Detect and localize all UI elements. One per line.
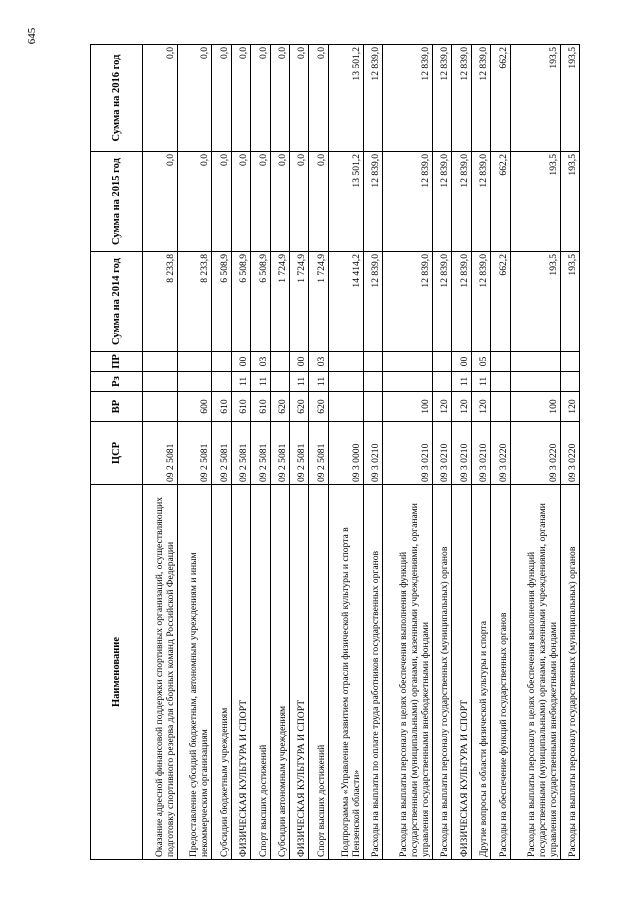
cell-vr: 120 xyxy=(560,392,579,422)
cell-rz xyxy=(177,372,212,392)
cell-pr: 03 xyxy=(251,352,270,372)
cell-pr: 05 xyxy=(471,352,490,372)
table-body xyxy=(143,45,580,860)
cell-y2016: 0,0 xyxy=(212,45,231,152)
cell-rz: 11 xyxy=(471,372,490,392)
cell-rz xyxy=(491,372,510,392)
cell-pr xyxy=(177,352,212,372)
cell-rz: 11 xyxy=(452,372,471,392)
cell-y2016: 12 839,0 xyxy=(471,45,490,152)
cell-vr: 120 xyxy=(471,392,490,422)
cell-name: Субсидии автономным учреждениям xyxy=(270,485,289,860)
table-row xyxy=(290,45,309,860)
cell-y2015: 0,0 xyxy=(177,152,212,252)
cell-vr: 610 xyxy=(251,392,270,422)
table-row xyxy=(363,45,382,860)
cell-y2016: 0,0 xyxy=(309,45,328,152)
cell-pr xyxy=(491,352,510,372)
table-row xyxy=(328,45,363,860)
cell-rz xyxy=(363,372,382,392)
header-2016: Сумма на 2016 год xyxy=(91,45,143,152)
cell-pr: 00 xyxy=(452,352,471,372)
cell-vr: 600 xyxy=(177,392,212,422)
table-row xyxy=(231,45,250,860)
cell-y2014: 14 414,2 xyxy=(328,252,363,352)
header-name: Наименование xyxy=(91,485,143,860)
cell-y2016: 662,2 xyxy=(491,45,510,152)
cell-name: Спорт высших достижений xyxy=(251,485,270,860)
cell-name: Другие вопросы в области физической культуры и спорта xyxy=(471,485,490,860)
header-2014: Сумма на 2014 год xyxy=(91,252,143,352)
cell-y2014: 12 839,0 xyxy=(452,252,471,352)
cell-csr: 09 3 0210 xyxy=(363,422,382,485)
cell-y2015: 12 839,0 xyxy=(471,152,490,252)
table-row xyxy=(432,45,451,860)
cell-vr: 120 xyxy=(432,392,451,422)
cell-csr: 09 3 0210 xyxy=(471,422,490,485)
cell-name: Предоставление субсидий бюджетным, автономным учреждениям и иным некоммерческим организациям xyxy=(177,485,212,860)
cell-rz xyxy=(382,372,432,392)
table-row xyxy=(270,45,289,860)
cell-csr: 09 3 0220 xyxy=(491,422,510,485)
cell-vr: 610 xyxy=(231,392,250,422)
cell-vr xyxy=(328,392,363,422)
table-row xyxy=(143,45,178,860)
cell-y2016: 0,0 xyxy=(270,45,289,152)
cell-vr xyxy=(143,392,178,422)
page-number: 645 xyxy=(26,27,38,45)
cell-y2014: 6 508,9 xyxy=(212,252,231,352)
cell-csr: 09 3 0000 xyxy=(328,422,363,485)
cell-csr: 09 3 0210 xyxy=(382,422,432,485)
table-row xyxy=(510,45,560,860)
cell-y2014: 662,2 xyxy=(491,252,510,352)
cell-vr: 620 xyxy=(309,392,328,422)
table-wrapper xyxy=(90,45,580,860)
cell-y2014: 1 724,9 xyxy=(270,252,289,352)
cell-rz xyxy=(560,372,579,392)
cell-pr xyxy=(143,352,178,372)
cell-y2015: 0,0 xyxy=(270,152,289,252)
cell-y2016: 0,0 xyxy=(231,45,250,152)
table-row xyxy=(177,45,212,860)
cell-pr xyxy=(432,352,451,372)
cell-vr: 620 xyxy=(290,392,309,422)
cell-y2014: 193,5 xyxy=(560,252,579,352)
cell-y2015: 0,0 xyxy=(309,152,328,252)
header-vr: ВР xyxy=(91,392,143,422)
cell-rz xyxy=(328,372,363,392)
cell-y2014: 12 839,0 xyxy=(363,252,382,352)
cell-y2015: 12 839,0 xyxy=(363,152,382,252)
cell-y2014: 12 839,0 xyxy=(471,252,490,352)
cell-csr: 09 2 5081 xyxy=(177,422,212,485)
cell-name: Субсидии бюджетным учреждениям xyxy=(212,485,231,860)
cell-vr: 610 xyxy=(212,392,231,422)
table-row xyxy=(212,45,231,860)
cell-pr xyxy=(382,352,432,372)
cell-vr: 620 xyxy=(270,392,289,422)
cell-y2016: 12 839,0 xyxy=(382,45,432,152)
cell-rz xyxy=(270,372,289,392)
cell-y2014: 8 233,8 xyxy=(177,252,212,352)
cell-csr: 09 2 5081 xyxy=(231,422,250,485)
table-row xyxy=(452,45,471,860)
cell-y2014: 8 233,8 xyxy=(143,252,178,352)
cell-rz xyxy=(432,372,451,392)
cell-y2016: 0,0 xyxy=(290,45,309,152)
cell-rz: 11 xyxy=(251,372,270,392)
cell-y2015: 0,0 xyxy=(231,152,250,252)
cell-pr xyxy=(510,352,560,372)
header-2015: Сумма на 2015 год xyxy=(91,152,143,252)
cell-name: Подпрограмма «Управление развитием отрасли физической культуры и спорта в Пензенской области» xyxy=(328,485,363,860)
cell-pr xyxy=(270,352,289,372)
cell-name: Спорт высших достижений xyxy=(309,485,328,860)
table-row xyxy=(471,45,490,860)
cell-y2016: 193,5 xyxy=(560,45,579,152)
cell-y2015: 12 839,0 xyxy=(432,152,451,252)
cell-y2016: 12 839,0 xyxy=(432,45,451,152)
cell-y2016: 12 839,0 xyxy=(452,45,471,152)
cell-y2014: 1 724,9 xyxy=(290,252,309,352)
cell-rz: 11 xyxy=(290,372,309,392)
cell-rz xyxy=(143,372,178,392)
header-row xyxy=(91,45,143,860)
cell-name: ФИЗИЧЕСКАЯ КУЛЬТУРА И СПОРТ xyxy=(231,485,250,860)
cell-name: ФИЗИЧЕСКАЯ КУЛЬТУРА И СПОРТ xyxy=(290,485,309,860)
cell-y2015: 0,0 xyxy=(143,152,178,252)
header-pr: ПР xyxy=(91,352,143,372)
cell-rz xyxy=(212,372,231,392)
rotated-page xyxy=(90,45,580,860)
header-csr: ЦСР xyxy=(91,422,143,485)
cell-name: Расходы на выплаты персоналу государственных (муниципальных) органов xyxy=(432,485,451,860)
cell-y2015: 0,0 xyxy=(251,152,270,252)
cell-rz: 11 xyxy=(231,372,250,392)
cell-y2014: 6 508,9 xyxy=(251,252,270,352)
table-row xyxy=(251,45,270,860)
cell-pr xyxy=(560,352,579,372)
cell-pr: 03 xyxy=(309,352,328,372)
cell-y2016: 12 839,0 xyxy=(363,45,382,152)
cell-pr xyxy=(363,352,382,372)
cell-y2015: 13 501,2 xyxy=(328,152,363,252)
cell-y2016: 0,0 xyxy=(251,45,270,152)
table-row xyxy=(491,45,510,860)
cell-name: ФИЗИЧЕСКАЯ КУЛЬТУРА И СПОРТ xyxy=(452,485,471,860)
cell-y2015: 12 839,0 xyxy=(382,152,432,252)
cell-csr: 09 2 5081 xyxy=(251,422,270,485)
cell-vr: 120 xyxy=(452,392,471,422)
cell-name: Расходы на выплаты персоналу в целях обеспечения выполнения функций государственными (муниципальными) органами, казенными учреждениями, органами управления государственными внебюджетными фондами xyxy=(510,485,560,860)
cell-csr: 09 3 0220 xyxy=(560,422,579,485)
cell-y2015: 662,2 xyxy=(491,152,510,252)
cell-y2016: 13 501,2 xyxy=(328,45,363,152)
table-row xyxy=(560,45,579,860)
cell-csr: 09 2 5081 xyxy=(290,422,309,485)
cell-y2015: 12 839,0 xyxy=(452,152,471,252)
header-rz: Рз xyxy=(91,372,143,392)
cell-y2015: 0,0 xyxy=(212,152,231,252)
cell-y2014: 193,5 xyxy=(510,252,560,352)
cell-pr xyxy=(212,352,231,372)
cell-rz: 11 xyxy=(309,372,328,392)
cell-csr: 09 3 0220 xyxy=(510,422,560,485)
cell-csr: 09 2 5081 xyxy=(212,422,231,485)
cell-vr: 100 xyxy=(510,392,560,422)
cell-vr xyxy=(363,392,382,422)
cell-rz xyxy=(510,372,560,392)
cell-vr: 100 xyxy=(382,392,432,422)
cell-y2014: 6 508,9 xyxy=(231,252,250,352)
table-row xyxy=(382,45,432,860)
cell-csr: 09 2 5081 xyxy=(143,422,178,485)
cell-y2016: 193,5 xyxy=(510,45,560,152)
table-row xyxy=(309,45,328,860)
cell-vr xyxy=(491,392,510,422)
cell-y2014: 12 839,0 xyxy=(432,252,451,352)
cell-name: Расходы на выплаты персоналу в целях обеспечения выполнения функций государственными (муниципальными) органами, казенными учреждениями, органами управления государственными внебюджетными фондами xyxy=(382,485,432,860)
cell-name: Оказание адресной финансовой поддержки спортивных организаций, осуществляющих подготовку спортивного резерва для сборных команд Российской Федерации xyxy=(143,485,178,860)
cell-csr: 09 3 0210 xyxy=(432,422,451,485)
cell-y2014: 12 839,0 xyxy=(382,252,432,352)
cell-y2015: 0,0 xyxy=(290,152,309,252)
cell-pr: 00 xyxy=(231,352,250,372)
cell-y2016: 0,0 xyxy=(143,45,178,152)
cell-name: Расходы на обеспечение функций государственных органов xyxy=(491,485,510,860)
cell-pr xyxy=(328,352,363,372)
cell-csr: 09 2 5081 xyxy=(270,422,289,485)
cell-y2014: 1 724,9 xyxy=(309,252,328,352)
budget-table xyxy=(90,44,580,860)
cell-name: Расходы на выплаты персоналу государственных (муниципальных) органов xyxy=(560,485,579,860)
cell-pr: 00 xyxy=(290,352,309,372)
cell-csr: 09 2 5081 xyxy=(309,422,328,485)
cell-name: Расходы на выплаты по оплате труда работников государственных органов xyxy=(363,485,382,860)
cell-y2015: 193,5 xyxy=(510,152,560,252)
cell-y2015: 193,5 xyxy=(560,152,579,252)
cell-y2016: 0,0 xyxy=(177,45,212,152)
cell-csr: 09 3 0210 xyxy=(452,422,471,485)
